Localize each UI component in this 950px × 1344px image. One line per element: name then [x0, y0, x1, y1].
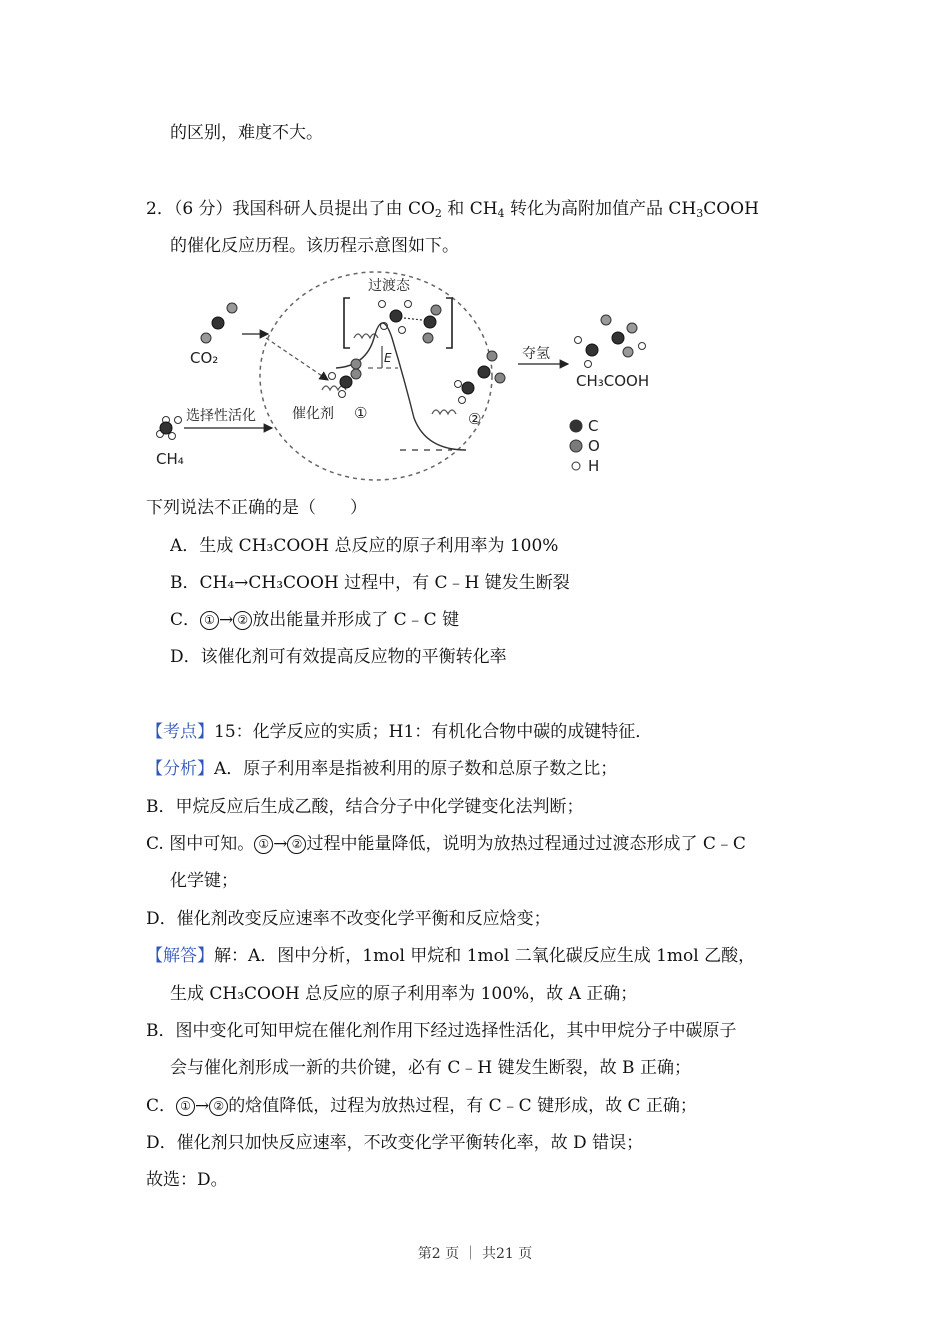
question-prompt: 下列说法不正确的是（ ）: [146, 498, 367, 518]
jieda-line-b1: B．图中变化可知甲烷在催化剂作用下经过选择性活化，其中甲烷分子中碳原子: [146, 1021, 737, 1041]
legend-label-h: H: [588, 457, 600, 475]
fenxi-line-d: D．催化剂改变反应速率不改变化学平衡和反应焓变；: [146, 909, 551, 929]
step2-circle: ②: [233, 611, 252, 630]
step2-label: ②: [468, 410, 482, 428]
step1-circle: ①: [254, 835, 273, 854]
fenxi-line-a: 【分析】A．原子利用率是指被利用的原子数和总原子数之比；: [146, 759, 618, 779]
final-answer: 故选：D。: [146, 1170, 228, 1190]
legend-label-o: O: [588, 437, 600, 455]
step1-circle: ①: [176, 1097, 195, 1116]
legend-label-c: C: [588, 417, 599, 435]
dehydrogenation-label: 夺氢: [522, 346, 550, 362]
jieda-line-d: D．催化剂只加快反应速率，不改变化学平衡转化率，故 D 错误；: [146, 1133, 644, 1153]
reaction-mechanism-diagram: [146, 268, 666, 484]
reaction-zone-ellipse: [260, 272, 492, 480]
kaodian-tag: 【考点】: [146, 722, 214, 742]
step2-circle: ②: [209, 1097, 228, 1116]
energy-label: E: [384, 351, 392, 365]
legend-swatch-o: [570, 440, 582, 452]
legend-swatch-c: [570, 420, 582, 432]
fenxi-tag: 【分析】: [146, 759, 214, 779]
option-c: C． ① → ② 放出能量并形成了 C﹣C 键: [170, 610, 460, 630]
legend-swatch-h: [572, 462, 580, 470]
jieda-line-a1: 【解答】解：A．图中分析，1mol 甲烷和 1mol 二氧化碳反应生成 1mol 乙酸，: [146, 946, 756, 966]
fenxi-line-b: B．甲烷反应后生成乙酸，结合分子中化学键变化法判断；: [146, 797, 584, 817]
option-b: B．CH₄→CH₃COOH 过程中，有 C﹣H 键发生断裂: [170, 573, 570, 593]
ch4-label: CH₄: [156, 450, 184, 468]
question-number: 2．（6 分）: [146, 199, 233, 219]
option-a: A．生成 CH₃COOH 总反应的原子利用率为 100%: [170, 536, 559, 556]
step2-circle: ②: [287, 835, 306, 854]
fenxi-line-c2: 化学键；: [170, 871, 238, 891]
question-line-1: 2．（6 分）我国科研人员提出了由 $CO_2$ 和 $CH_4$ 转化为高附加值产品 $CH_3COOH$: [146, 199, 759, 220]
option-d: D．该催化剂可有效提高反应物的平衡转化率: [170, 647, 507, 667]
page-footer: 第2 页 ｜ 共21 页: [417, 1246, 533, 1262]
kaodian-line: 【考点】15：化学反应的实质；H1：有机化合物中碳的成键特征．: [146, 722, 653, 742]
product-label: CH₃COOH: [576, 372, 650, 390]
transition-state-label: 过渡态: [368, 278, 410, 294]
question-line-2: 的催化反应历程。该历程示意图如下。: [170, 236, 459, 256]
co2-label: CO₂: [190, 349, 219, 367]
step1-circle: ①: [200, 611, 219, 630]
step1-label: ①: [354, 404, 368, 422]
selective-activation-label: 选择性活化: [186, 408, 256, 424]
jieda-line-c: C． ① → ② 的焓值降低，过程为放热过程，有 C﹣C 键形成，故 C 正确；: [146, 1096, 697, 1116]
atom-legend: [570, 417, 600, 475]
jieda-line-a2: 生成 CH₃COOH 总反应的原子利用率为 100%，故 A 正确；: [170, 984, 638, 1004]
catalyst-label: 催化剂: [292, 406, 334, 422]
previous-answer-tail: 的区别，难度不大。: [170, 123, 323, 143]
fenxi-line-c: C. 图中可知。 ① → ② 过程中能量降低，说明为放热过程通过过渡态形成了 C﹣C: [146, 834, 746, 854]
jieda-tag: 【解答】: [146, 946, 214, 966]
jieda-line-b2: 会与催化剂形成一新的共价键，必有 C﹣H 键发生断裂，故 B 正确；: [170, 1058, 691, 1078]
